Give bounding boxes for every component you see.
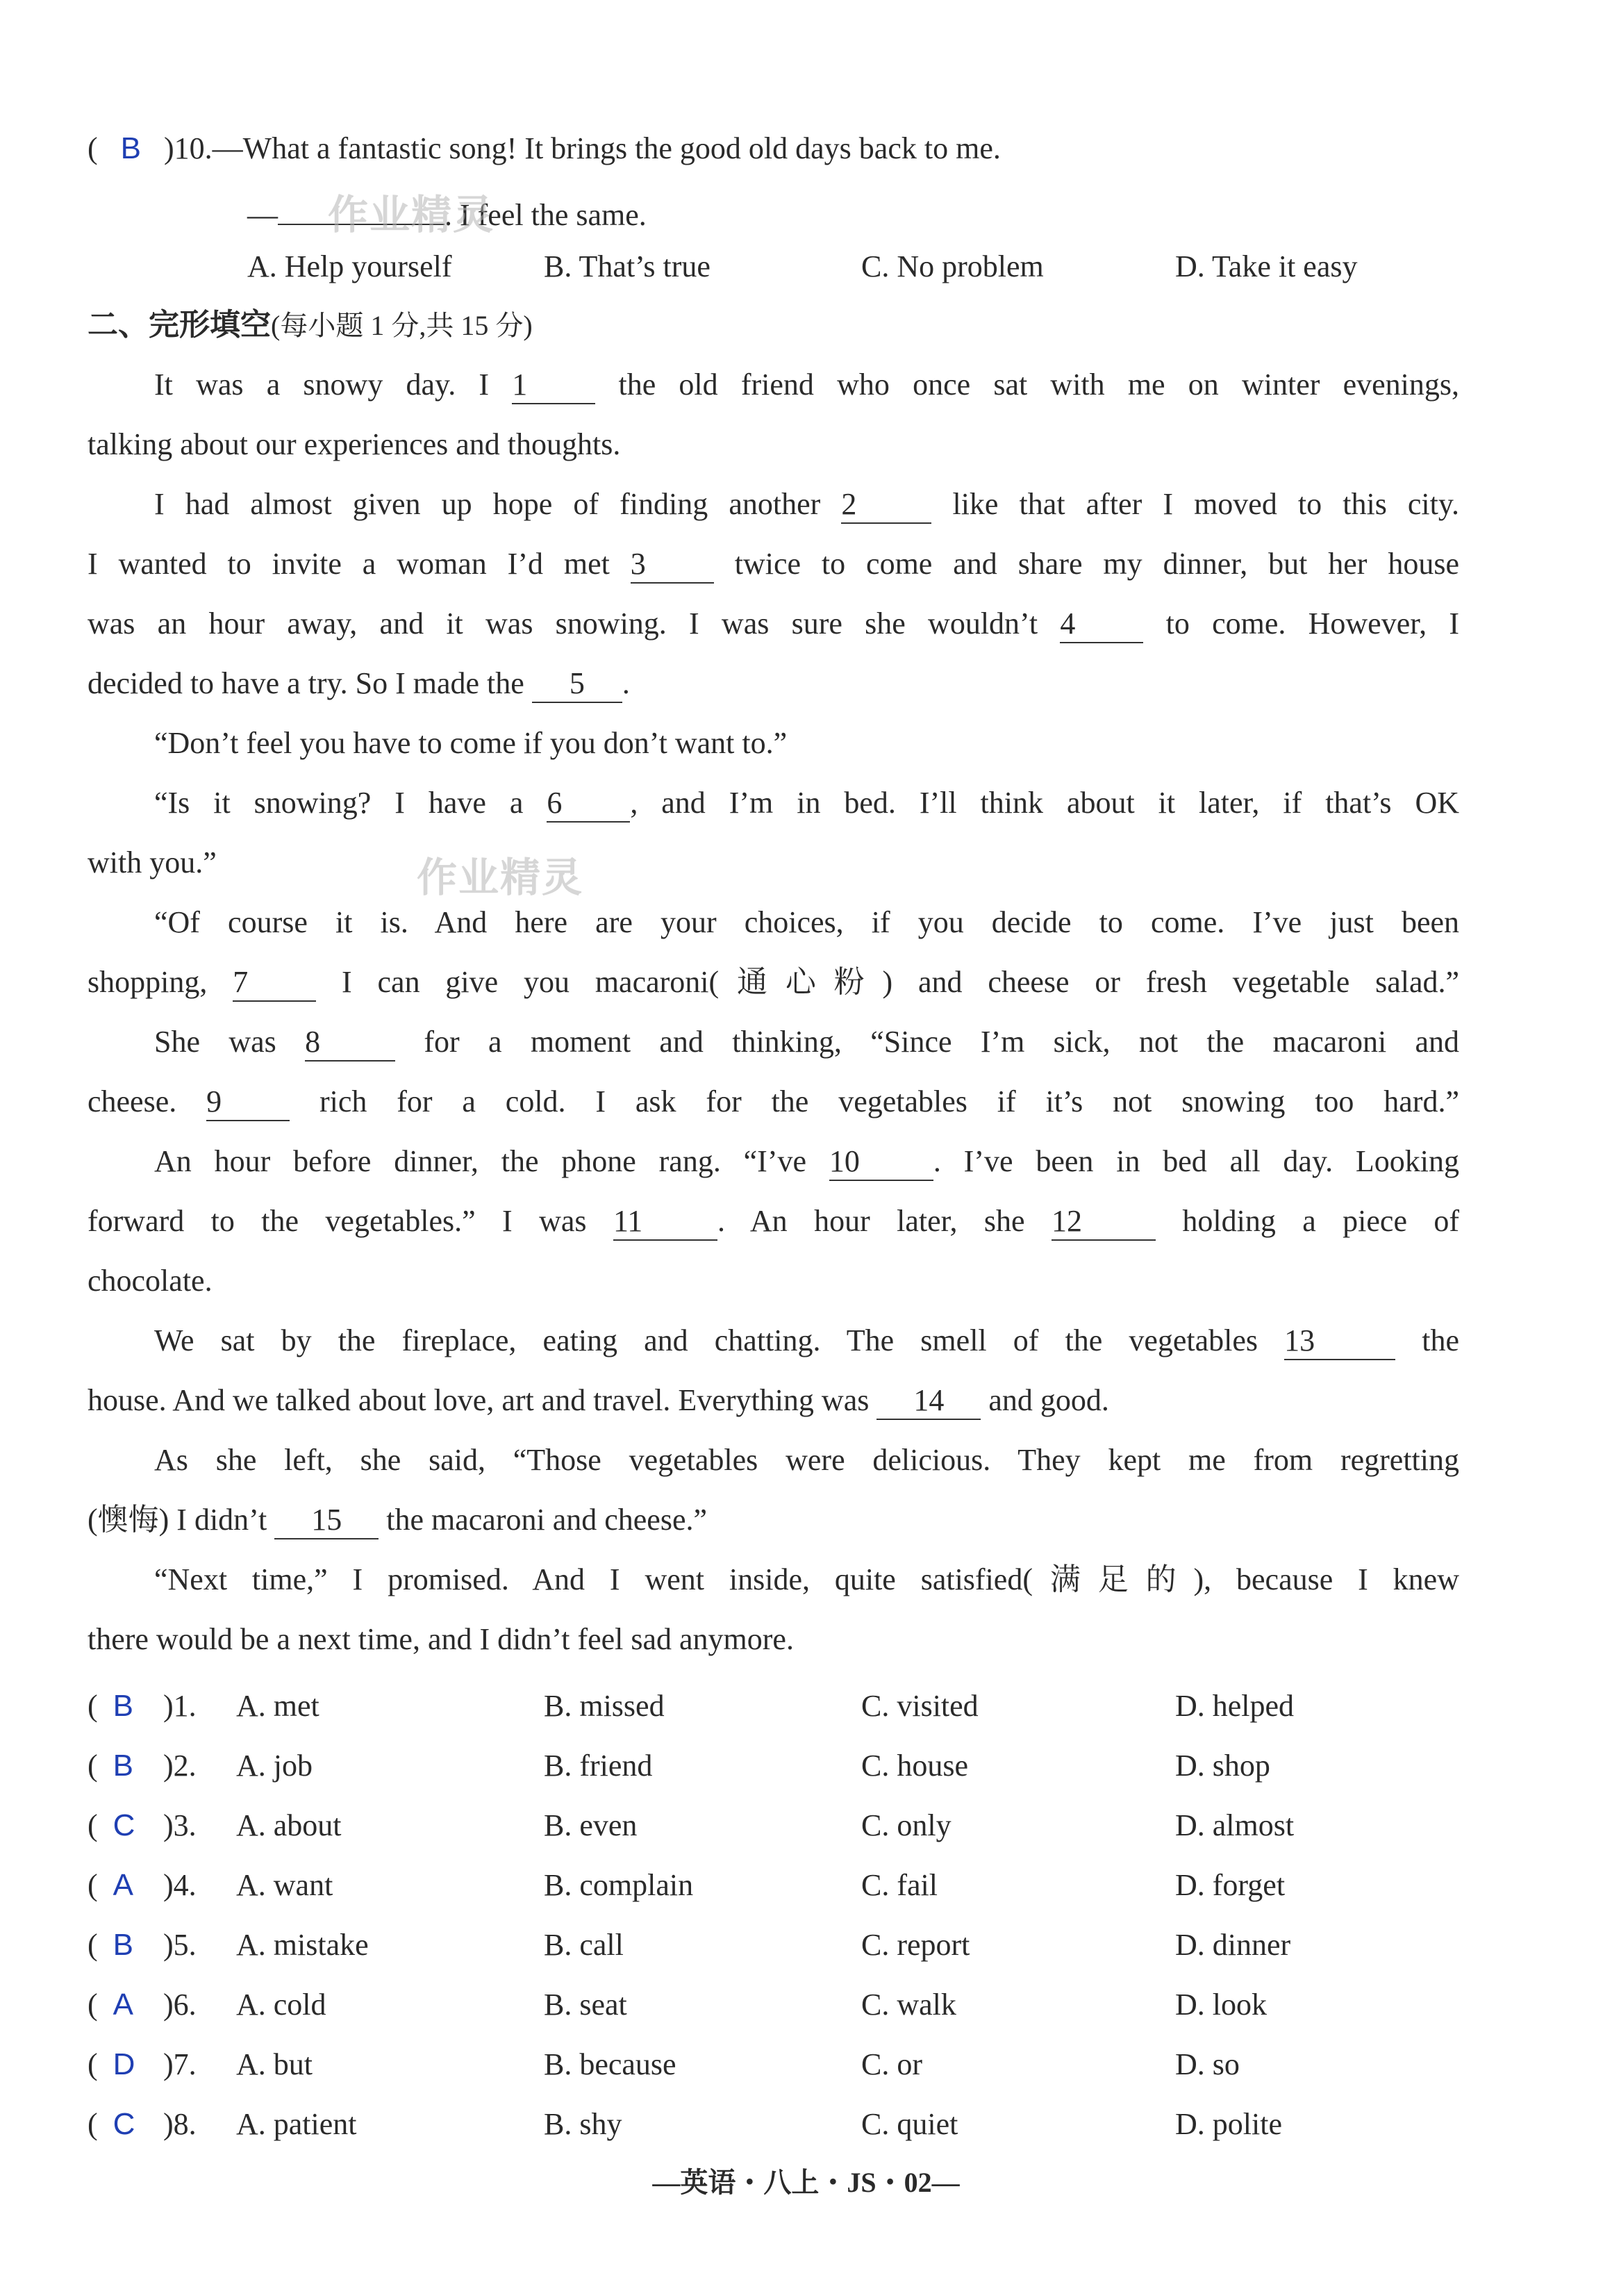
passage-line-17 bbox=[154, 1320, 1459, 1362]
passage-text: An hour before dinner, the phone rang. “I’ve bbox=[154, 1144, 807, 1178]
section-note: (每小题 1 分,共 15 分) bbox=[271, 310, 533, 341]
question-paren: ( B bbox=[88, 1928, 134, 1962]
question-paren: ( A bbox=[88, 1868, 134, 1902]
question-number: )4. bbox=[163, 1868, 197, 1902]
q10-option-b: B. That’s true bbox=[544, 249, 711, 283]
option-d: D. almost bbox=[1175, 1808, 1295, 1842]
passage-text: for a moment and thinking, “Since I’m sick, not the macaroni and bbox=[424, 1025, 1460, 1059]
blank-5: 5 bbox=[532, 666, 622, 703]
q10-prompt-line bbox=[88, 128, 1001, 170]
passage-text: cheese. bbox=[88, 1084, 177, 1118]
question-paren: ( B bbox=[88, 1749, 134, 1783]
passage-line-20 bbox=[88, 1499, 707, 1541]
passage-text: the old friend who once sat with me on winter evenings, bbox=[618, 367, 1460, 402]
passage-text: the bbox=[1422, 1323, 1460, 1357]
option-d: D. helped bbox=[1175, 1689, 1295, 1723]
option-c: C. house bbox=[861, 1749, 968, 1783]
passage-text: was an hour away, and it was snowing. I was sure she wouldn’t bbox=[88, 606, 1038, 641]
blank-13: 13 bbox=[1284, 1323, 1395, 1360]
option-b: B. complain bbox=[544, 1868, 694, 1902]
option-b: B. shy bbox=[544, 2107, 622, 2141]
question-number: )1. bbox=[163, 1689, 197, 1723]
passage-text: I wanted to invite a woman I’d met bbox=[88, 547, 610, 581]
blank-15: 15 bbox=[274, 1502, 379, 1539]
option-d: D. polite bbox=[1175, 2107, 1282, 2141]
passage-text: decided to have a try. So I made the bbox=[88, 666, 524, 700]
question-number: )5. bbox=[163, 1928, 197, 1962]
option-a: A. cold bbox=[236, 1988, 326, 2022]
passage-text: I can give you macaroni(通心粉) and cheese or fresh vegetable salad.” bbox=[342, 965, 1460, 999]
option-b: B. call bbox=[544, 1928, 624, 1962]
option-c: C. only bbox=[861, 1808, 952, 1842]
passage-line-18 bbox=[88, 1380, 1109, 1421]
option-c: C. or bbox=[861, 2047, 922, 2081]
section-heading bbox=[88, 304, 533, 347]
option-a: A. but bbox=[236, 2047, 313, 2081]
passage-text: rich for a cold. I ask for the vegetables if it’s not snowing too hard.” bbox=[319, 1084, 1459, 1118]
blank-12: 12 bbox=[1052, 1203, 1156, 1241]
option-d: D. shop bbox=[1175, 1749, 1270, 1783]
option-a: A. met bbox=[236, 1689, 319, 1723]
passage-text: holding a piece of bbox=[1182, 1204, 1460, 1238]
passage-text: “Is it snowing? I have a bbox=[154, 786, 524, 820]
blank-9: 9 bbox=[206, 1084, 290, 1121]
blank-1: 1 bbox=[512, 367, 595, 404]
option-d: D. look bbox=[1175, 1988, 1267, 2022]
q10-option-d: D. Take it easy bbox=[1175, 249, 1358, 283]
passage-text: It was a snowy day. I bbox=[154, 367, 490, 402]
passage-text: forward to the vegetables.” I was bbox=[88, 1204, 587, 1238]
option-b: B. even bbox=[544, 1808, 638, 1842]
passage-text: . An hour later, she bbox=[717, 1204, 1025, 1238]
question-answer: C bbox=[113, 1808, 135, 1842]
passage-line-9: with you.” bbox=[88, 845, 217, 879]
question-answer: B bbox=[113, 1928, 134, 1962]
passage-text: shopping, bbox=[88, 965, 208, 999]
question-paren: ( A bbox=[88, 1988, 134, 2022]
question-answer: C bbox=[113, 2107, 135, 2141]
passage-line-16: chocolate. bbox=[88, 1264, 213, 1298]
passage-line-4 bbox=[88, 543, 1459, 585]
passage-line-3 bbox=[154, 484, 1459, 525]
passage-line-19: As she left, she said, “Those vegetables were delicious. They kept me from regretting bbox=[154, 1443, 1459, 1477]
blank-7: 7 bbox=[233, 964, 316, 1002]
section-title: 二、完形填空 bbox=[88, 308, 271, 342]
option-c: C. fail bbox=[861, 1868, 938, 1902]
passage-text: We sat by the fireplace, eating and chatting. The smell of the vegetables bbox=[154, 1323, 1258, 1357]
option-b: B. friend bbox=[544, 1749, 653, 1783]
passage-line-13 bbox=[88, 1081, 1459, 1123]
q10-paren-open: ( bbox=[88, 131, 98, 165]
option-a: A. want bbox=[236, 1868, 333, 1902]
passage-text: She was bbox=[154, 1025, 276, 1059]
question-answer: A bbox=[113, 1988, 134, 2022]
option-d: D. so bbox=[1175, 2047, 1240, 2081]
passage-line-21: “Next time,” I promised. And I went inside, quite satisfied(满足的), because I knew bbox=[154, 1562, 1459, 1596]
passage-line-10: “Of course it is. And here are your choices, if you decide to come. I’ve just been bbox=[154, 905, 1459, 939]
question-paren: ( C bbox=[88, 2107, 135, 2141]
passage-line-7: “Don’t feel you have to come if you don’t want to.” bbox=[154, 726, 788, 760]
passage-line-22: there would be a next time, and I didn’t feel sad anymore. bbox=[88, 1622, 794, 1656]
blank-6: 6 bbox=[547, 785, 630, 823]
option-a: A. mistake bbox=[236, 1928, 369, 1962]
question-number: )8. bbox=[163, 2107, 197, 2141]
option-a: A. about bbox=[236, 1808, 342, 1842]
option-c: C. report bbox=[861, 1928, 970, 1962]
passage-text: . I’ve been in bed all day. Looking bbox=[933, 1144, 1460, 1178]
passage-line-8 bbox=[154, 782, 1459, 824]
passage-text: house. And we talked about love, art and travel. Everything was bbox=[88, 1383, 870, 1417]
passage-line-14 bbox=[154, 1141, 1459, 1182]
option-d: D. forget bbox=[1175, 1868, 1286, 1902]
option-b: B. missed bbox=[544, 1689, 665, 1723]
q10-option-c: C. No problem bbox=[861, 249, 1044, 283]
passage-line-15 bbox=[88, 1200, 1459, 1242]
q10-reply-dash: — bbox=[247, 198, 278, 232]
page-footer: —英语・八上・JS・02— bbox=[652, 2167, 960, 2198]
q10-answer: B bbox=[120, 131, 142, 165]
passage-text: twice to come and share my dinner, but her house bbox=[734, 547, 1460, 581]
watermark: 作业精灵 bbox=[417, 854, 584, 901]
blank-10: 10 bbox=[829, 1143, 933, 1181]
question-number: )7. bbox=[163, 2047, 197, 2081]
q10-reply-rest: . I feel the same. bbox=[444, 198, 647, 232]
q10-prompt: —What a fantastic song! It brings the good old days back to me. bbox=[212, 131, 1001, 165]
option-d: D. dinner bbox=[1175, 1928, 1291, 1962]
blank-2: 2 bbox=[841, 486, 931, 524]
question-paren: ( D bbox=[88, 2047, 135, 2081]
option-b: B. because bbox=[544, 2047, 676, 2081]
option-b: B. seat bbox=[544, 1988, 627, 2022]
passage-line-1 bbox=[154, 364, 1459, 406]
passage-text: like that after I moved to this city. bbox=[952, 487, 1460, 521]
passage-text: I had almost given up hope of finding another bbox=[154, 487, 821, 521]
question-answer: D bbox=[113, 2047, 135, 2081]
passage-line-6 bbox=[88, 663, 630, 704]
option-a: A. job bbox=[236, 1749, 313, 1783]
option-c: C. visited bbox=[861, 1689, 979, 1723]
passage-line-5 bbox=[88, 603, 1459, 645]
question-number: )6. bbox=[163, 1988, 197, 2022]
question-answer: B bbox=[113, 1749, 134, 1783]
question-answer: B bbox=[113, 1689, 134, 1723]
passage-text: the macaroni and cheese.” bbox=[386, 1503, 708, 1537]
passage-line-11 bbox=[88, 961, 1459, 1003]
passage-text: and good. bbox=[988, 1383, 1109, 1417]
blank-4: 4 bbox=[1060, 606, 1143, 643]
passage-line-12 bbox=[154, 1021, 1459, 1063]
passage-text: to come. However, I bbox=[1165, 606, 1460, 641]
passage-text: . bbox=[622, 666, 630, 700]
q10-paren-close: ) bbox=[164, 131, 174, 165]
q10-number: 10. bbox=[174, 131, 213, 165]
question-paren: ( C bbox=[88, 1808, 135, 1842]
q10-option-a: A. Help yourself bbox=[247, 249, 452, 283]
question-answer: A bbox=[113, 1868, 134, 1902]
question-number: )3. bbox=[163, 1808, 197, 1842]
blank-11: 11 bbox=[613, 1203, 717, 1241]
option-a: A. patient bbox=[236, 2107, 357, 2141]
option-c: C. quiet bbox=[861, 2107, 958, 2141]
passage-text: , and I’m in bed. I’ll think about it later, if that’s OK bbox=[630, 786, 1460, 820]
blank-8: 8 bbox=[305, 1024, 395, 1062]
question-paren: ( B bbox=[88, 1689, 134, 1723]
question-number: )2. bbox=[163, 1749, 197, 1783]
passage-line-2: talking about our experiences and thoughts. bbox=[88, 427, 621, 461]
option-c: C. walk bbox=[861, 1988, 956, 2022]
passage-text: (懊悔) I didn’t bbox=[88, 1503, 267, 1537]
blank-3: 3 bbox=[631, 546, 714, 584]
blank-14: 14 bbox=[876, 1382, 981, 1420]
watermark: 作业精灵 bbox=[328, 191, 495, 238]
